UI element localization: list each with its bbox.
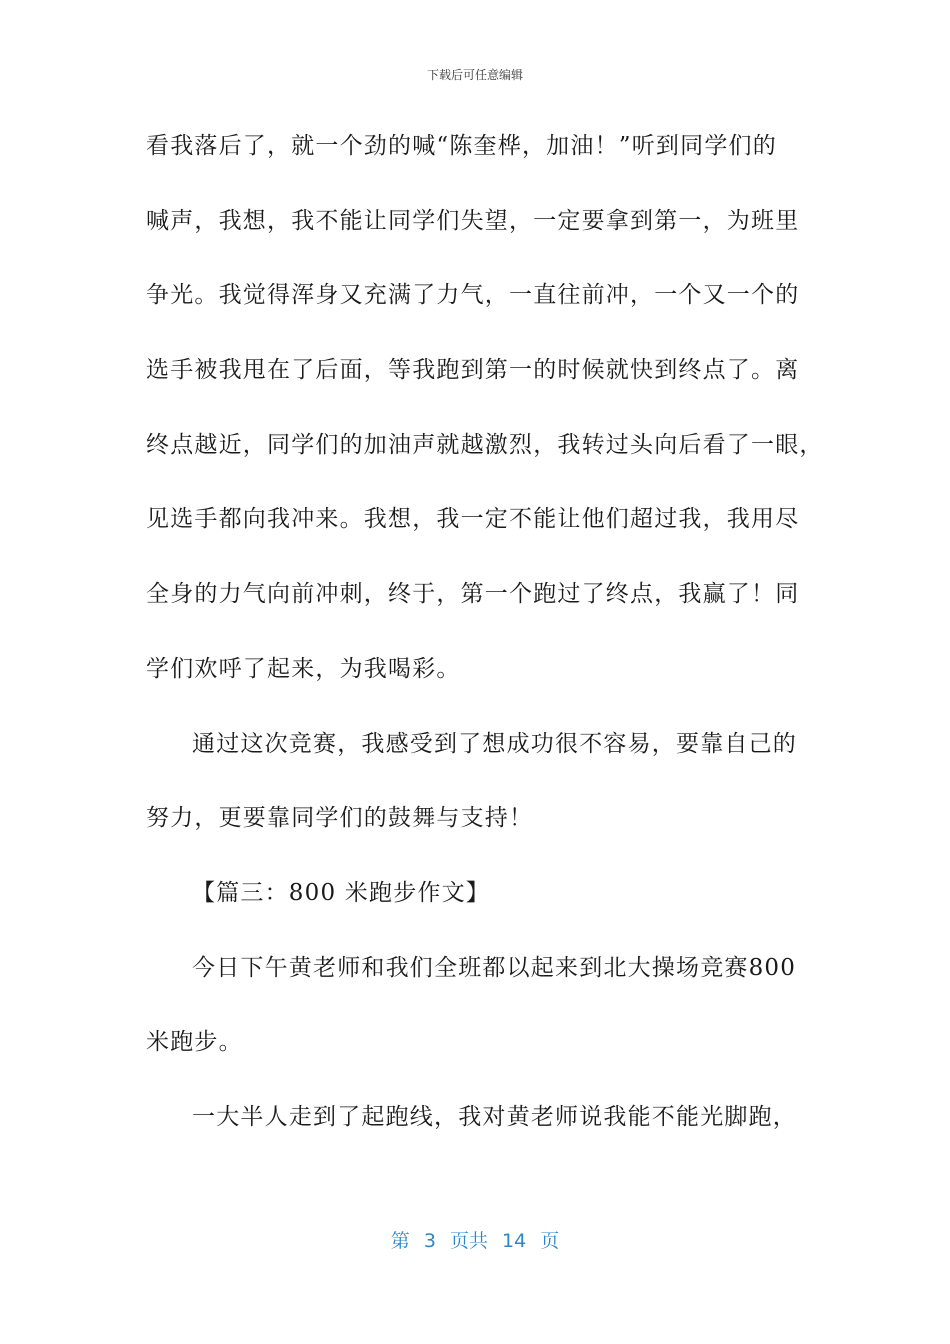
text-line: 见选手都向我冲来。我想，我一定不能让他们超过我，我用尽 — [146, 506, 800, 533]
text-line: 今日下午黄老师和我们全班都以起来到北大操场竞赛800 — [192, 954, 797, 981]
text-line: 努力，更要靠同学们的鼓舞与支持！ — [146, 805, 534, 832]
text-line: 学们欢呼了起来，为我喝彩。 — [146, 655, 461, 682]
text-line: 全身的力气向前冲刺，终于，第一个跑过了终点，我赢了！同 — [146, 581, 800, 608]
text-line: 终点越近，同学们的加油声就越激烈，我转过头向后看了一眼， — [146, 431, 824, 458]
section-heading: 【篇三：800 米跑步作文】 — [192, 879, 491, 906]
text-line: 一大半人走到了起跑线，我对黄老师说我能不能光脚跑， — [192, 1103, 797, 1130]
text-line: 选手被我甩在了后面，等我跑到第一的时候就快到终点了。离 — [146, 357, 800, 384]
text-line: 喊声，我想，我不能让同学们失望，一定要拿到第一，为班里 — [146, 207, 800, 234]
text-line: 看我落后了，就一个劲的喊“陈奎桦，加油！”听到同学们的 — [146, 133, 777, 159]
page-number-footer: 第 3 页共 14 页 — [390, 1230, 560, 1252]
document-body — [146, 122, 824, 1168]
text-line: 通过这次竞赛，我感受到了想成功很不容易，要靠自己的 — [192, 730, 797, 757]
page-header-note: 下载后可任意编辑 — [426, 68, 523, 82]
text-line: 米跑步。 — [146, 1029, 243, 1056]
text-line: 争光。我觉得浑身又充满了力气，一直往前冲，一个又一个的 — [146, 282, 800, 309]
